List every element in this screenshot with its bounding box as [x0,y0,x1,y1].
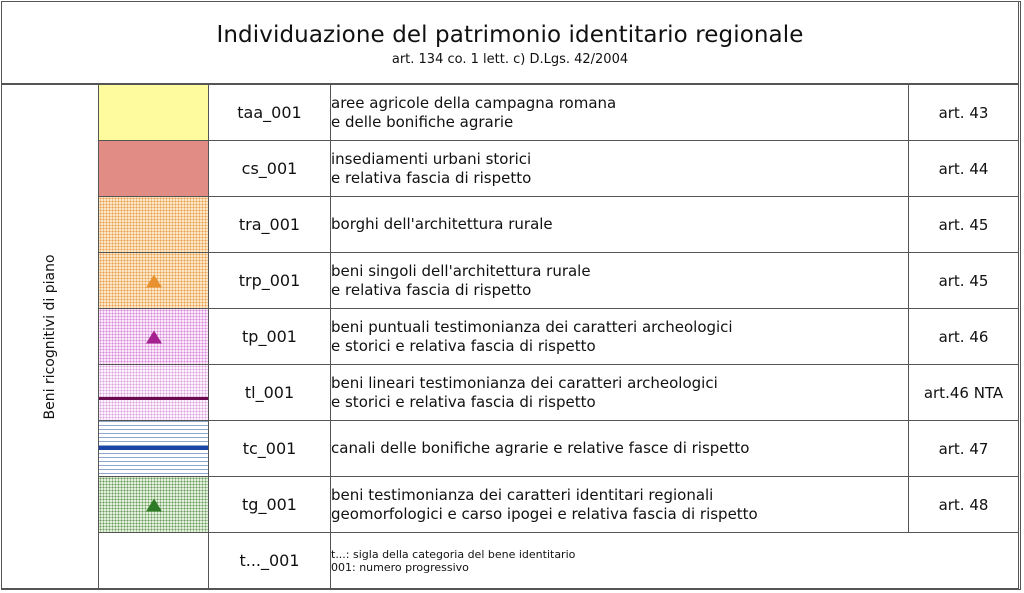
legend-row [2,141,1019,197]
purple-triangle-icon [145,329,163,344]
article-cell: art. 45 [909,253,1019,309]
description-line: geomorfologici e carso ipogei e relativa fascia di rispetto [331,504,758,523]
article-cell: art. 45 [909,197,1019,253]
legend-row [2,421,1019,477]
swatch-cell [99,365,209,421]
purple-line-icon [99,397,208,400]
swatch-dotted-orange [99,253,208,308]
description-line: beni puntuali testimonianza dei caratteri archeologici [331,317,733,336]
green-triangle-icon [145,497,163,512]
swatch-red [99,141,208,196]
swatch-cell [99,477,209,533]
side-label: Beni ricognitivi di piano [42,253,58,420]
swatch-cell [99,253,209,309]
swatch-cell [99,309,209,365]
legend-row [2,85,1019,141]
description-line: beni singoli dell'architettura rurale [331,261,591,280]
article-cell: art. 43 [909,85,1019,141]
note-line: t...: sigla della categoria del bene identitario [331,547,576,561]
article-cell: art. 46 [909,309,1019,365]
legend-header [1,1,1019,84]
description-line: beni testimonianza dei caratteri identitari regionali [331,485,714,504]
empty-swatch-cell [99,533,209,589]
description-cell [331,365,909,421]
legend-row [2,309,1019,365]
swatch-cell [99,197,209,253]
swatch-cell [99,421,209,477]
description-line: e storici e relativa fascia di rispetto [331,392,596,411]
note-line: 001: numero progressivo [331,560,469,574]
description-cell [331,197,909,253]
legend-row [2,253,1019,309]
description-cell [331,253,909,309]
article-cell: art. 47 [909,421,1019,477]
swatch-cell [99,85,209,141]
article-cell: art.46 NTA [909,365,1019,421]
code-cell: trp_001 [209,253,331,309]
code-cell: tp_001 [209,309,331,365]
description-line: canali delle bonifiche agrarie e relative fasce di rispetto [331,439,750,457]
description-cell [331,477,909,533]
side-label-cell [2,85,99,589]
swatch-dotted-purple [99,309,208,364]
legend-footer-row [2,533,1019,589]
swatch-yellow [99,85,208,140]
legend-row [2,197,1019,253]
swatch-striped-blue [99,421,208,476]
article-cell: art. 44 [909,141,1019,197]
code-cell: t..._001 [209,533,331,589]
description-line: borghi dell'architettura rurale [331,215,553,233]
legend-table [1,84,1019,589]
article-cell: art. 48 [909,477,1019,533]
description-line: aree agricole della campagna romana [331,93,617,112]
code-cell: tl_001 [209,365,331,421]
description-cell [331,85,909,141]
blue-line-icon [99,446,208,450]
orange-triangle-icon [145,273,163,288]
description-cell [331,309,909,365]
legend-row [2,477,1019,533]
note-cell [331,533,1019,589]
legend-row [2,365,1019,421]
description-line: e storici e relativa fascia di rispetto [331,336,596,355]
swatch-dotted-green [99,477,208,532]
swatch-dotted-orange [99,197,208,252]
description-line: beni lineari testimonianza dei caratteri archeologici [331,373,718,392]
code-cell: cs_001 [209,141,331,197]
code-cell: tc_001 [209,421,331,477]
legend-title: Individuazione del patrimonio identitario regionale [216,22,804,48]
swatch-cell [99,141,209,197]
legend-subtitle: art. 134 co. 1 lett. c) D.Lgs. 42/2004 [391,52,629,67]
description-line: e relativa fascia di rispetto [331,168,532,187]
swatch-dotted-purple-light [99,365,208,420]
description-cell [331,421,909,477]
description-line: e delle bonifiche agrarie [331,112,514,131]
description-cell [331,141,909,197]
description-line: insediamenti urbani storici [331,149,532,168]
description-line: e relativa fascia di rispetto [331,280,532,299]
swatch-empty [99,533,208,588]
code-cell: tg_001 [209,477,331,533]
code-cell: taa_001 [209,85,331,141]
code-cell: tra_001 [209,197,331,253]
